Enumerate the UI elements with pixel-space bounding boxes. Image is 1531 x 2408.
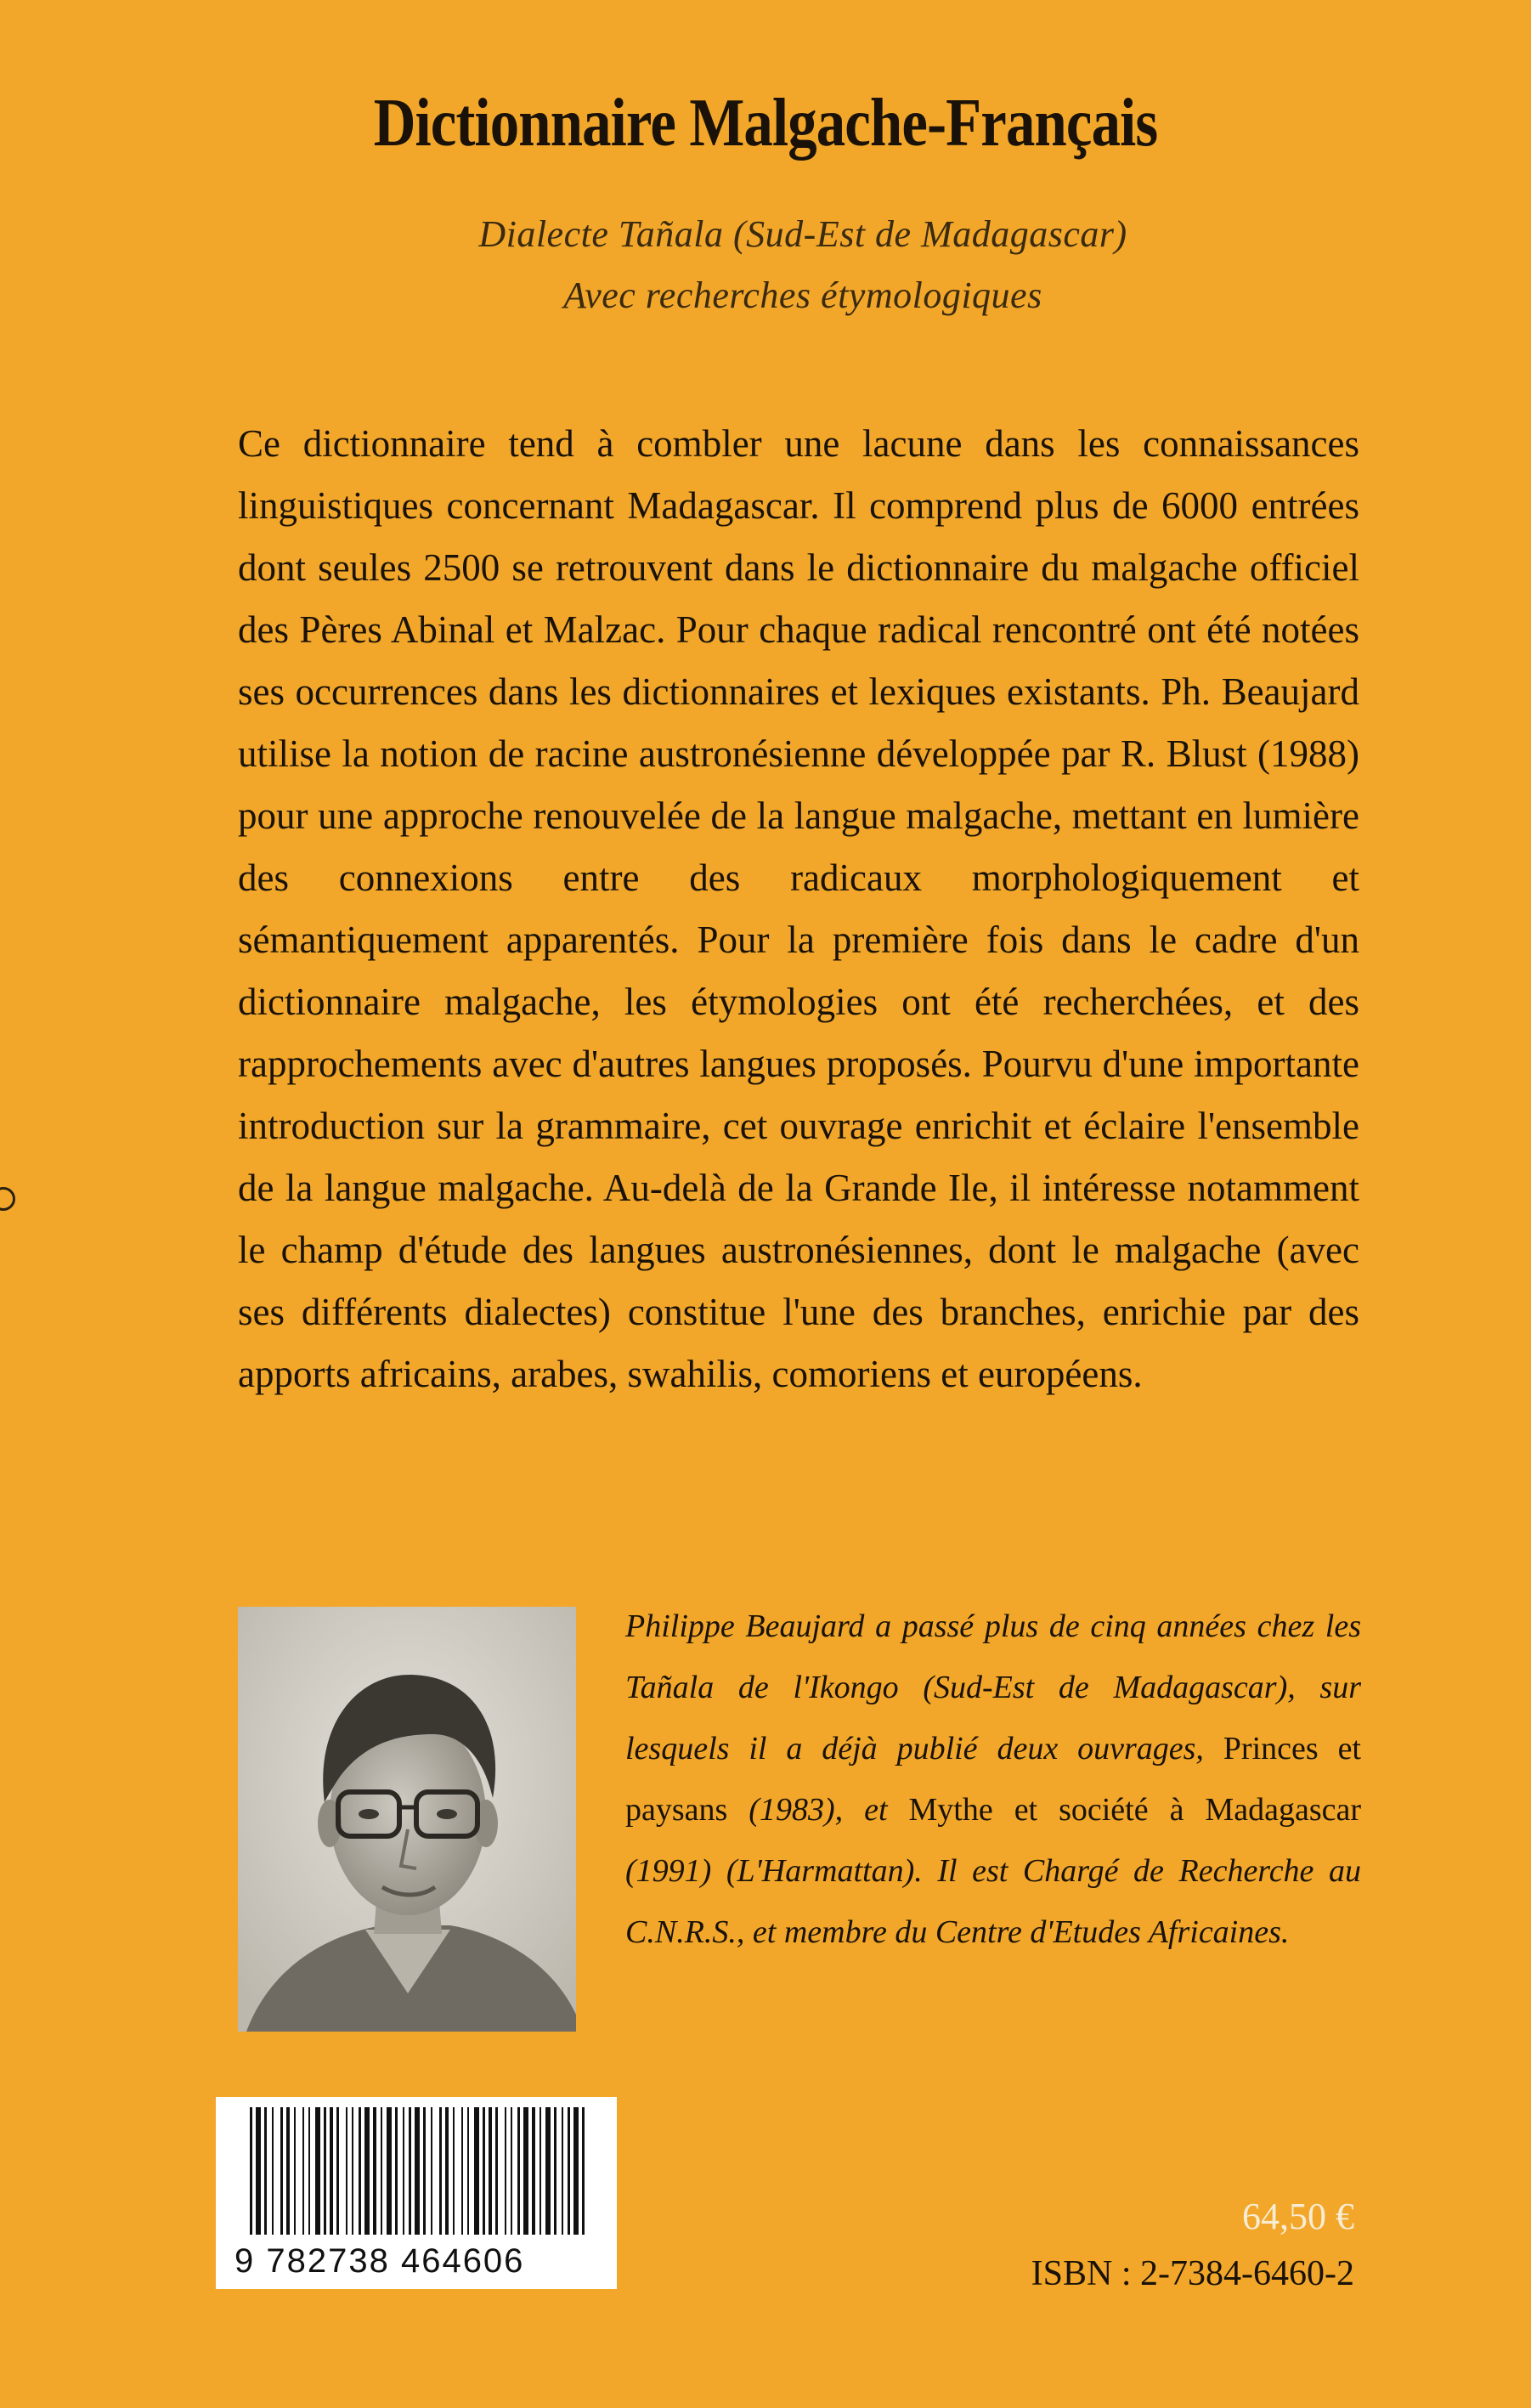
barcode-bar: [517, 2107, 520, 2235]
barcode-bar: [395, 2107, 398, 2235]
barcode-bar: [439, 2107, 442, 2235]
barcode-bar: [272, 2107, 274, 2235]
barcode-bar: [256, 2107, 261, 2235]
barcode-bar: [280, 2107, 283, 2235]
barcode-bar: [364, 2107, 370, 2235]
barcode-bar: [554, 2107, 556, 2235]
barcode-bar: [415, 2107, 420, 2235]
barcode-bar: [523, 2107, 528, 2235]
barcode-bar: [346, 2107, 347, 2235]
barcode-bar: [352, 2107, 353, 2235]
barcode-bar: [461, 2107, 463, 2235]
author-bio: [625, 1596, 1361, 1963]
barcode-bar: [453, 2107, 455, 2235]
barcode-bar: [483, 2107, 485, 2235]
barcode-bar: [568, 2107, 570, 2235]
barcode-bar: [431, 2107, 432, 2235]
barcode-bar: [381, 2107, 382, 2235]
barcode-bar: [423, 2107, 426, 2235]
barcode-bar: [445, 2107, 449, 2235]
subtitle-dialect: Dialecte Tañala (Sud-Est de Madagascar): [478, 213, 1127, 255]
bio-book-title-2: Mythe et société à Madagascar: [908, 1792, 1361, 1828]
barcode-bar: [336, 2107, 339, 2235]
registration-mark: [0, 1187, 15, 1211]
isbn: ISBN : 2-7384-6460-2: [1031, 2254, 1354, 2293]
barcode-bar: [264, 2107, 267, 2235]
author-photo: [238, 1607, 576, 2032]
barcode-bar: [359, 2107, 361, 2235]
bio-text-3: (1991) (L'Harmattan). Il est Chargé de Recherche au C.N.R.S., et membre du Centre d'Etudes Africaines.: [625, 1853, 1361, 1950]
barcode-bar: [315, 2107, 320, 2235]
barcode-bar: [532, 2107, 535, 2235]
price: 64,50 €: [1242, 2196, 1354, 2237]
barcode-bar: [409, 2107, 411, 2235]
barcode-bar: [540, 2107, 541, 2235]
barcode-bar: [573, 2107, 579, 2235]
book-title: Dictionnaire Malgache-Français: [373, 86, 1158, 161]
barcode-bar: [562, 2107, 563, 2235]
barcode: [216, 2097, 617, 2289]
barcode-bar: [545, 2107, 551, 2235]
barcode-bar: [250, 2107, 252, 2235]
barcode-bar: [467, 2107, 469, 2235]
barcode-bar: [330, 2107, 333, 2235]
bio-text-1: Philippe Beaujard a passé plus de cinq années chez les Tañala de l'Ikongo (Sud-Est de Madagascar), sur lesquels il a déjà publié deux ouvrages,: [625, 1608, 1361, 1766]
barcode-bar: [489, 2107, 492, 2235]
barcode-bar: [474, 2107, 479, 2235]
barcode-bar: [582, 2107, 585, 2235]
book-description: Ce dictionnaire tend à combler une lacune dans les connaissances linguistiques concernant Madagascar. Il comprend plus de 6000 entrées dont seules 2500 se retrouvent dans le dictionnaire du malgache officiel des Pères Abinal et Malzac. Pour chaque radical rencontré ont été notées ses occurrences dans les dictionnaires et lexiques existants. Ph. Beaujard utilise la notion de racine austronésienne développée par R. Blust (1988) pour une approche renouvelée de la langue malgache, mettant en lumière des connexions entre des radicaux morphologiquement et sémantiquement apparentés. Pour la première fois dans le cadre d'un dictionnaire malgache, les étymologies ont été recherchées, et des rapprochements avec d'autres langues proposés. Pourvu d'une importante introduction sur la grammaire, cet ouvrage enrichit et éclaire l'ensemble de la langue malgache. Au-delà de la Grande Ile, il intéresse notamment le champ d'étude des langues austronésiennes, dont le malgache (avec ses différents dialectes) constitue l'une des branches, enrichie par des apports africains, arabes, swahilis, comoriens et européens.: [238, 422, 1359, 1395]
subtitle-etymology: Avec recherches étymologiques: [563, 274, 1042, 316]
barcode-bar: [505, 2107, 506, 2235]
barcode-bar: [403, 2107, 404, 2235]
barcode-bar: [324, 2107, 326, 2235]
barcode-bar: [308, 2107, 310, 2235]
barcode-bar: [387, 2107, 392, 2235]
barcode-bar: [294, 2107, 296, 2235]
barcode-bar: [495, 2107, 498, 2235]
bio-text-2: (1983), et: [749, 1792, 888, 1828]
barcode-bar: [511, 2107, 512, 2235]
bio-book-title-1: Princes et paysans: [625, 1731, 1361, 1828]
barcode-bar: [286, 2107, 290, 2235]
barcode-bar: [373, 2107, 376, 2235]
barcode-bar: [302, 2107, 304, 2235]
barcode-digits: 9 782738 464606: [234, 2242, 525, 2280]
